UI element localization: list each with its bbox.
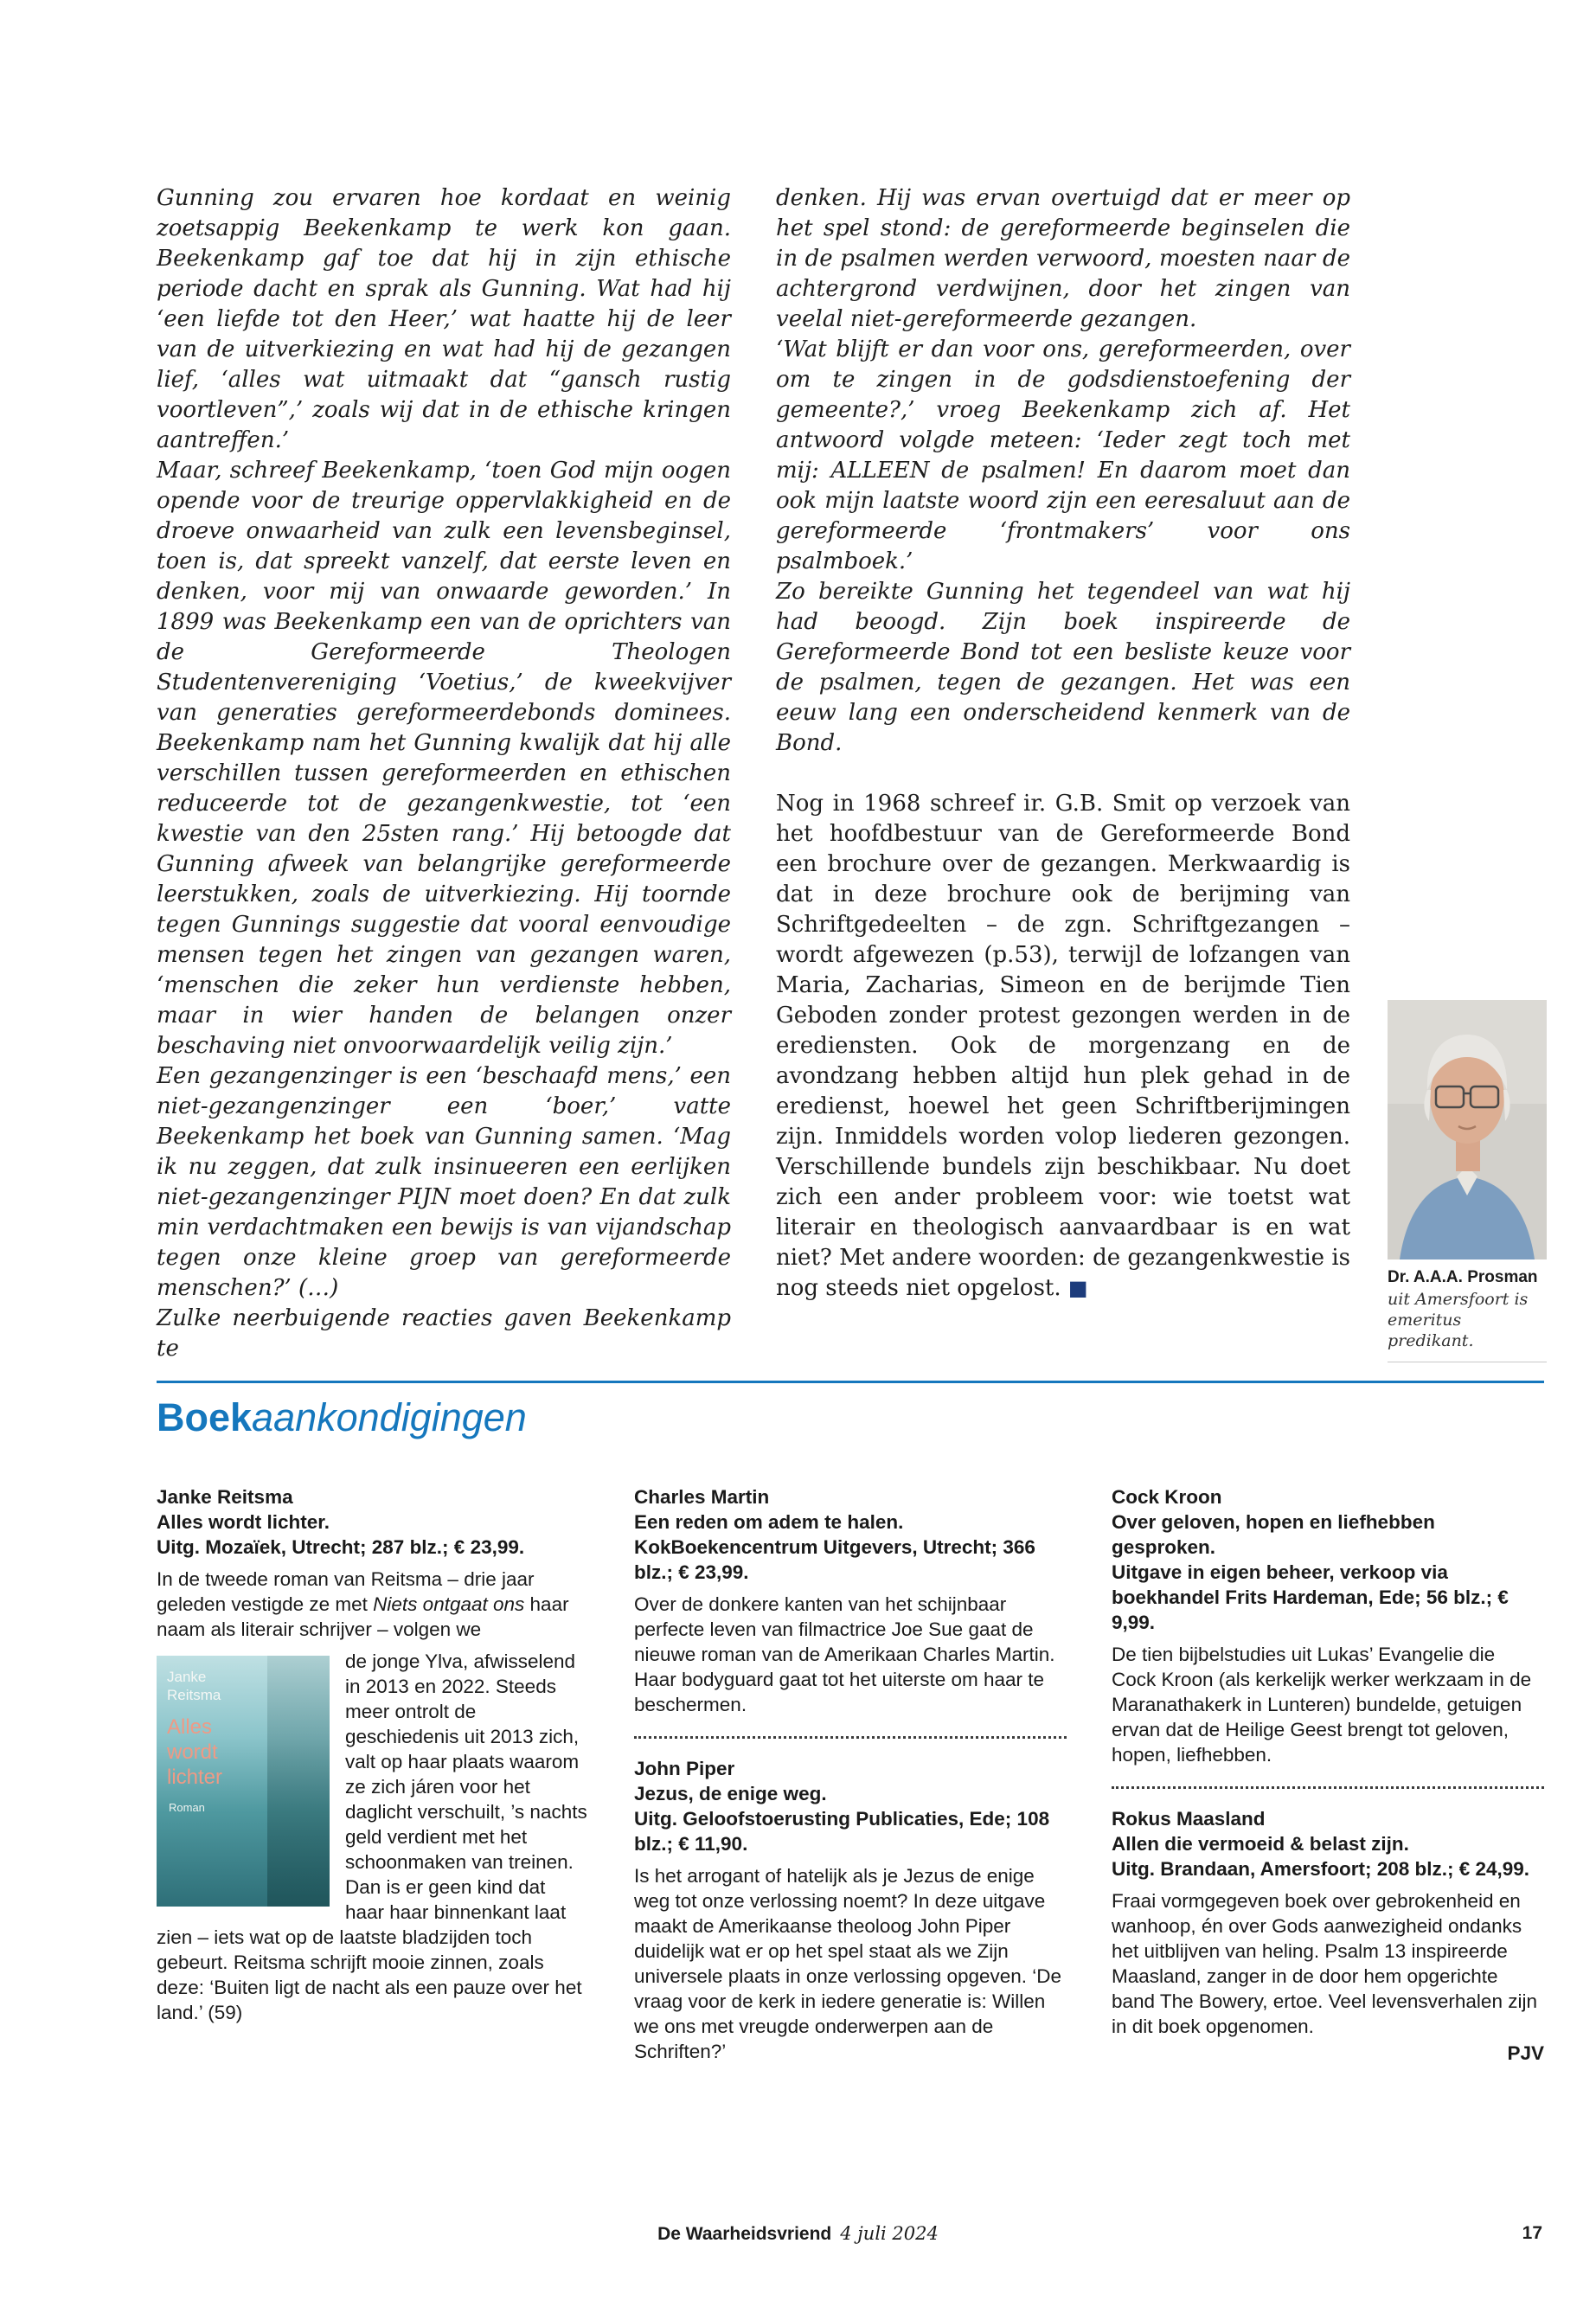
cover-title-line: wordt xyxy=(167,1740,218,1764)
book-title: Alles wordt lichter. xyxy=(157,1511,330,1533)
article-paragraph: Zo bereikte Gunning het tegendeel van wat hij had beoogd. Zijn boek inspireerde de Gereformeerde Bond tot een besliste keuze voor de psalmen, tegen de gezangen. Het was een eeuw lang een onderscheidend kenmerk van de Bond. xyxy=(776,579,1350,756)
article-paragraph: Zulke neerbuigende reacties gaven Beekenkamp te xyxy=(157,1305,731,1362)
dotted-divider xyxy=(1112,1786,1544,1789)
book-publisher: Uitgave in eigen beheer, verkoop via boekhandel Frits Hardeman, Ede; 56 blz.; € 9,99. xyxy=(1112,1561,1509,1633)
book-author: Rokus Maasland xyxy=(1112,1808,1266,1830)
cover-title-line: lichter xyxy=(167,1766,223,1789)
book-body: De tien bijbelstudies uit Lukas’ Evangelie die Cock Kroon (als kerkelijk werker werkzaam in de Maranathakerk in Lunteren) bundelde, getuigen ervan dat de Heilige Geest brengt tot geloven, hopen, liefhebben. xyxy=(1112,1644,1532,1766)
footer-date: 4 juli 2024 xyxy=(840,2223,939,2244)
book-entry-reitsma xyxy=(157,1484,589,2025)
book-body-wrap xyxy=(157,1649,589,2025)
section-rule xyxy=(157,1381,1544,1383)
article-column-left xyxy=(157,183,731,1364)
book-cover-image xyxy=(157,1656,330,1907)
book-body-italic-title: Niets ontgaat ons xyxy=(373,1593,525,1615)
book-title: Allen die vermoeid & belast zijn. xyxy=(1112,1833,1409,1855)
book-body: de jonge Ylva, afwisselend in 2013 en 2022. Steeds meer ontrolt de geschiedenis uit 2013 zich, valt op haar plaats waarom ze zich járen voor het daglicht verschuilt, ’s nachts geld verdient met het schoonmaken van treinen. Dan is er geen kind dat haar haar binnenkant laat zien – iets wat op de laatste bladzijden toch gebeurt. Reitsma schrijft mooie zinnen, zoals deze: ‘Buiten ligt de nacht als een pauze over het land.’ (59) xyxy=(157,1650,587,2023)
cover-author: Janke Reitsma xyxy=(167,1669,221,1703)
reviewer-initials: PJV xyxy=(1507,2042,1544,2064)
article-paragraph: Een gezangenzinger is een ‘beschaafd mens,’ een niet-gezangenzinger een ‘boer,’ vatte Beekenkamp het boek van Gunning samen. ‘Mag ik nu zeggen, dat zulk insinueeren een eerlijken niet-gezangenzinger PIJN moet doen? En dat zulk min verdachtmaken een bewijs is van vijandschap tegen onze kleine groep van gereformeerde menschen?’ (…) xyxy=(157,1063,731,1301)
book-publisher: KokBoekencentrum Uitgevers, Utrecht; 366 blz.; € 23,99. xyxy=(634,1536,1035,1583)
book-title: Jezus, de enige weg. xyxy=(634,1783,827,1804)
article-closing-paragraph xyxy=(776,789,1350,1304)
book-entry-kroon xyxy=(1112,1484,1544,1767)
portrait-caption-name: Dr. A.A.A. Prosman xyxy=(1388,1268,1538,1286)
book-entry-martin xyxy=(634,1484,1067,1717)
book-author: Cock Kroon xyxy=(1112,1486,1222,1508)
end-of-article-mark: ■ xyxy=(1067,1276,1088,1300)
article-paragraph: Gunning zou ervaren hoe kordaat en weinig zoetsappig Beekenkamp te werk kon gaan. Beekenkamp gaf toe dat hij in zijn ethische periode dacht en sprak als Gunning. Wat had hij ‘een liefde tot den Heer,’ wat haatte hij de leer van de uitverkiezing en wat had hij de gezangen lief, ‘alles wat uitmaakt dat “gansch rustig voortleven”,’ zoals wij dat in de ethische kringen aantreffen.’ xyxy=(157,185,731,453)
section-title-bold: Boek xyxy=(157,1395,253,1439)
section-title-italic: aankondigingen xyxy=(252,1395,527,1439)
book-title: Over geloven, hopen en liefhebben gesproken. xyxy=(1112,1511,1435,1558)
portrait-caption-role: uit Amersfoort is emeritus predikant. xyxy=(1388,1290,1529,1350)
article xyxy=(157,183,1350,1364)
book-entry-piper xyxy=(634,1756,1067,2064)
book-column-2 xyxy=(634,1484,1067,2065)
article-paragraph: denken. Hij was ervan overtuigd dat er meer op het spel stond: de gereformeerde beginselen die in de psalmen werden verwoord, moesten naar de achtergrond verdwijnen, door het zingen van veelal niet-gereformeerde gezangen. xyxy=(776,185,1350,332)
portrait-caption xyxy=(1388,1259,1547,1362)
book-body-text: haar naam als literair schrijver – volgen we xyxy=(157,1593,569,1640)
book-body: Fraai vormgegeven boek over gebrokenheid en wanhoop, én over Gods aanwezigheid ondanks het uitblijven van heling. Psalm 13 inspireerde Maasland, zanger in de door hem opgerichte band The Bowery, ertoe. Veel levensverhalen zijn in dit boek opgenomen. xyxy=(1112,1890,1537,2037)
portrait-figure xyxy=(1388,1000,1547,1362)
article-paragraph: Maar, schreef Beekenkamp, ‘toen God mijn oogen opende voor de treurige oppervlakkigheid en de droeve onwaarheid van zulk een levensbeginsel, toen is, dat spreekt vanzelf, dat eerste leven en denken, voor mij van onwaarde geworden.’ In 1899 was Beekenkamp een van de oprichters van de Gereformeerde Theologen Studentenvereniging ‘Voetius,’ de kweekvijver van generaties gereformeerdebonds dominees. Beekenkamp nam het Gunning kwalijk dat hij alle verschillen tussen gereformeerden en ethischen reduceerde tot de gezangenkwestie, tot ‘een kwestie van den 25sten rang.’ Hij betoogde dat Gunning afweek van belangrijke gereformeerde leerstukken, zoals de uitverkiezing. Hij toornde tegen Gunnings suggestie dat vooral eenvoudige mensen tegen het zingen van gezangen waren, ‘menschen die zeker hun verdienste hebben, maar in wier handen de belangen onzer beschaving niet onvoorwaardelijk veilig zijn.’ xyxy=(157,458,731,1059)
book-author: Janke Reitsma xyxy=(157,1486,293,1508)
section-header xyxy=(157,1381,1544,1440)
cover-title-line: Alles xyxy=(167,1715,213,1739)
section-title xyxy=(157,1395,1544,1440)
dotted-divider xyxy=(634,1736,1067,1739)
book-body-text: In de tweede roman van Reitsma – drie jaar geleden vestigde ze met xyxy=(157,1568,535,1615)
article-paragraph: ‘Wat blijft er dan voor ons, gereformeerden, over om te zingen in de godsdienstoefening der gemeente?,’ vroeg Beekenkamp zich af. Het antwoord volgde meteen: ‘Ieder zegt toch met mij: ALLEEN de psalmen! En daarom moet dan ook mijn laatste woord zijn een eeresaluut aan de gereformeerde ‘frontmakers’ voor ons psalmboek.’ xyxy=(776,336,1350,574)
footer-magazine-name: De Waarheidsvriend xyxy=(657,2224,832,2244)
article-column-right xyxy=(776,183,1350,1364)
book-entry-maasland xyxy=(1112,1806,1544,2065)
book-publisher: Uitg. Brandaan, Amersfoort; 208 blz.; € 24,99. xyxy=(1112,1858,1530,1880)
closing-text: Nog in 1968 schreef ir. G.B. Smit op verzoek van het hoofdbestuur van de Gereformeerde Bond een brochure over de gezangen. Merkwaardig is dat in deze brochure ook de berijming van Schriftgedeelten – de zgn. Schriftgezangen – wordt afgewezen (p.53), terwijl de lofzangen van Maria, Zacharias, Simeon en de berijmde Tien Geboden zonder protest gezongen werden in de erediensten. Ook de morgenzang en de avondzang hebben altijd hun plek gehad in de eredienst, hoewel het geen Schriftberijmingen zijn. Inmiddels worden volop liederen gezongen. Verschillende bundels zijn beschikbaar. Nu doet zich een ander probleem voor: wie toetst wat literair en theologisch aanvaardbaar is en wat niet? Met andere woorden: de gezangenkwestie is nog steeds niet opgelost. xyxy=(776,791,1350,1301)
book-column-1 xyxy=(157,1484,589,2065)
book-announcements xyxy=(157,1484,1544,2065)
page-number: 17 xyxy=(1522,2223,1542,2243)
book-body-intro xyxy=(157,1567,589,1642)
portrait-photo xyxy=(1388,1000,1547,1259)
book-author: John Piper xyxy=(634,1758,735,1779)
book-body: Over de donkere kanten van het schijnbaar perfecte leven van filmactrice Joe Sue gaat de nieuwe roman van de Amerikaan Charles Martin. Haar bodyguard gaat tot het uiterste om haar te beschermen. xyxy=(634,1593,1055,1715)
book-publisher: Uitg. Geloofstoerusting Publicaties, Ede; 108 blz.; € 11,90. xyxy=(634,1808,1050,1855)
book-column-3 xyxy=(1112,1484,1544,2065)
book-publisher: Uitg. Mozaïek, Utrecht; 287 blz.; € 23,99. xyxy=(157,1536,525,1558)
page-footer xyxy=(0,2223,1596,2245)
cover-title xyxy=(167,1715,222,1790)
book-title: Een reden om adem te halen. xyxy=(634,1511,904,1533)
book-author: Charles Martin xyxy=(634,1486,770,1508)
cover-genre: Roman xyxy=(169,1801,205,1814)
book-body: Is het arrogant of hatelijk als je Jezus de enige weg tot onze verlossing noemt? In deze uitgave maakt de Amerikaanse theoloog John Piper duidelijk wat er op het spel staat als we Zijn universele plaats in onze verlossing opgeven. ‘De vraag voor de kerk in iedere generatie is: Willen we ons met vreugde onderwerpen aan de Schriften?’ xyxy=(634,1865,1062,2062)
